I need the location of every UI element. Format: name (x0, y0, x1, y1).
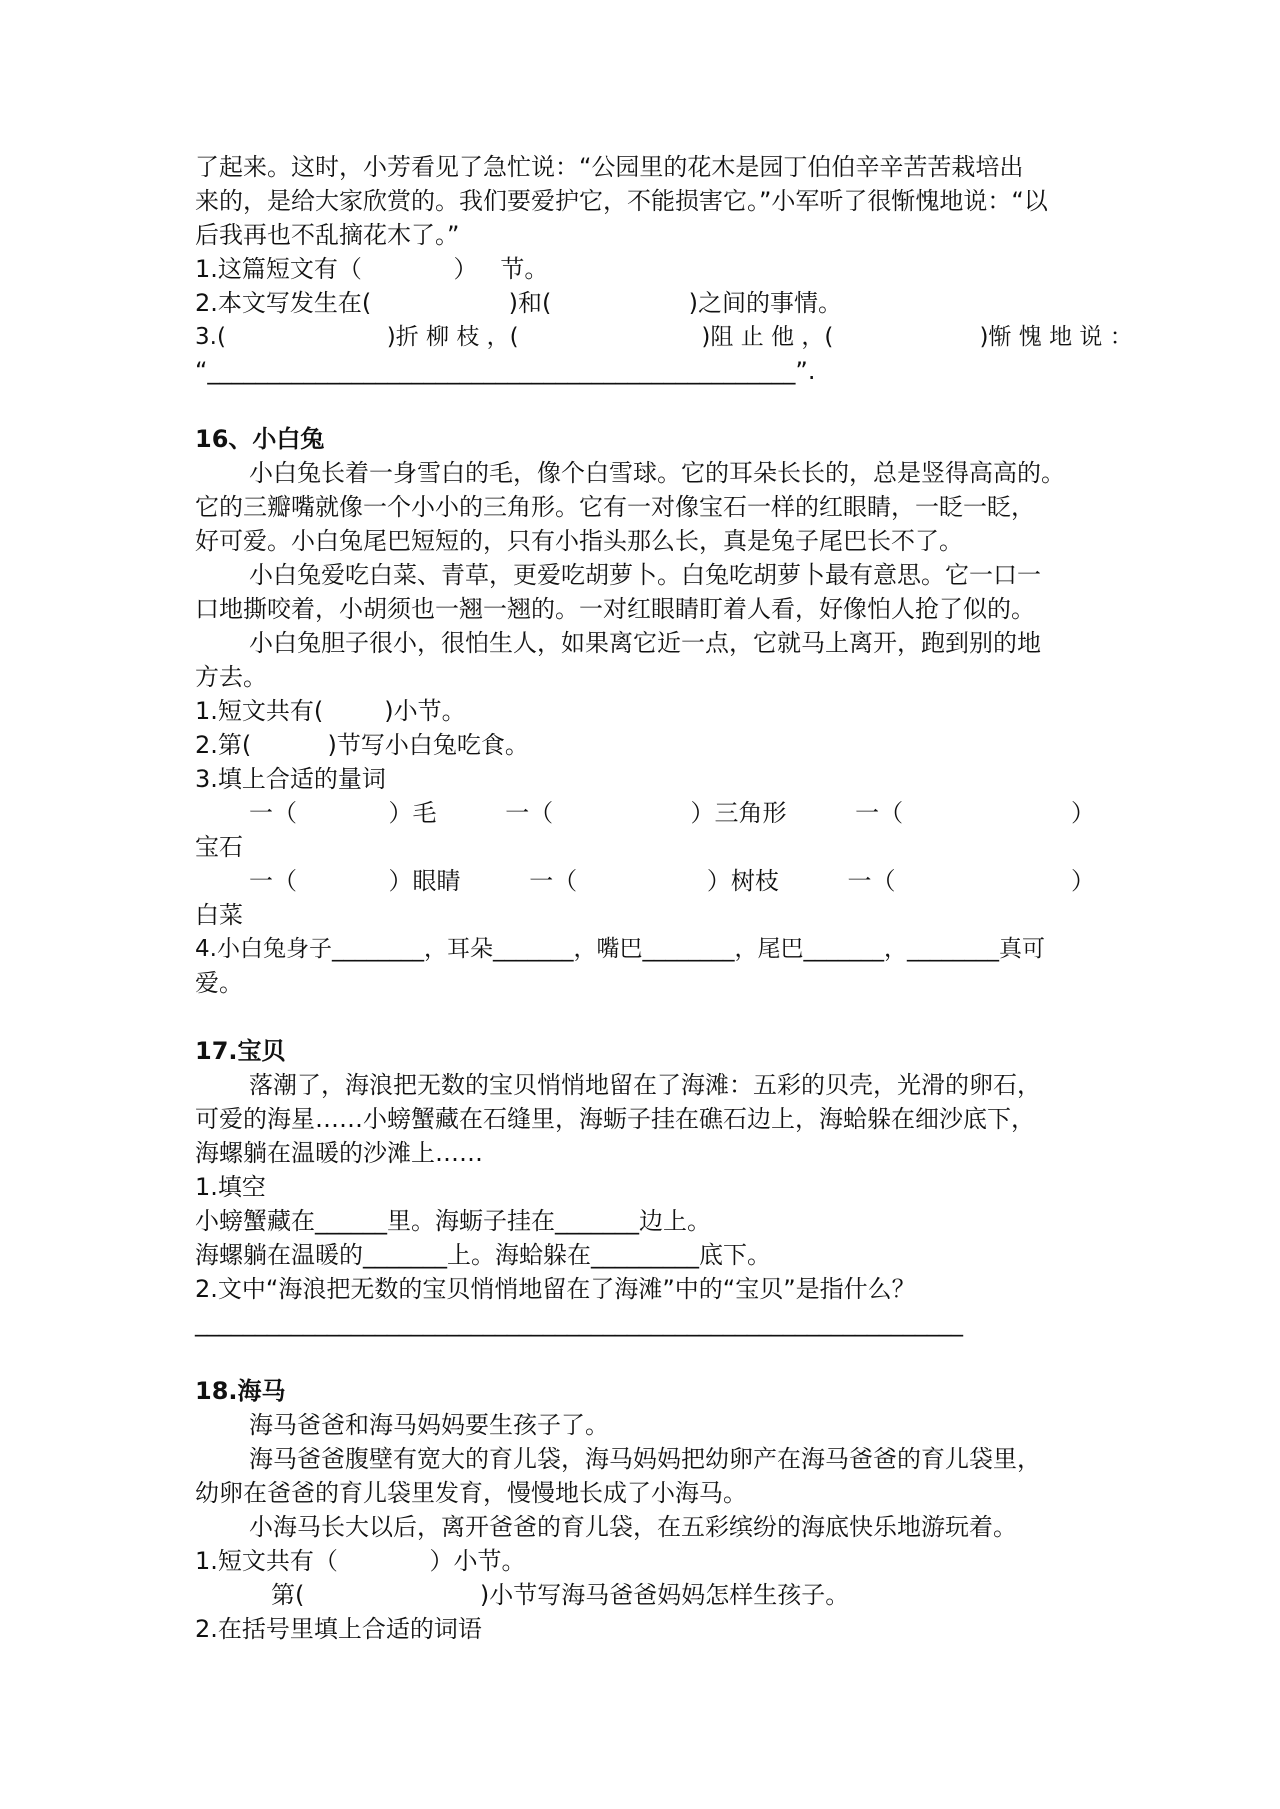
passage-line: 海马爸爸和海马妈妈要生孩子了。 (249, 1411, 609, 1439)
section-16 (195, 422, 1095, 1000)
measure-word-row-2 (195, 864, 1095, 898)
blank-item-wrap: 宝石 (195, 833, 243, 861)
question-2-answer-line: ________________________________________________________________ (195, 1309, 963, 1337)
passage-line: 幼卵在爸爸的育儿袋里发育，慢慢地长成了小海马。 (195, 1479, 747, 1507)
passage-line: 小白兔长着一身雪白的毛，像个白雪球。它的耳朵长长的，总是竖得高高的。 (249, 459, 1065, 487)
passage-line: 小海马长大以后，离开爸爸的育儿袋，在五彩缤纷的海底快乐地游玩着。 (249, 1513, 1017, 1541)
blank-item: 一（ ）树枝 (529, 867, 779, 895)
passage-line: 好可爱。小白兔尾巴短短的，只有小指头那么长，真是兔子尾巴长不了。 (195, 527, 963, 555)
passage-line: 它的三瓣嘴就像一个小小的三角形。它有一对像宝石一样的红眼睛，一眨一眨， (195, 493, 1035, 521)
passage-line: 可爱的海星……小螃蟹藏在石缝里，海蛎子挂在礁石边上，海蛤躲在细沙底下， (195, 1105, 1035, 1133)
passage-line: 口地撕咬着，小胡须也一翘一翘的。一对红眼睛盯着人看，好像怕人抢了似的。 (195, 595, 1035, 623)
fill-blank-line: 海螺躺在温暖的_______上。海蛤躲在_________底下。 (195, 1241, 771, 1269)
blank-item: 一（ ）三角形 (505, 799, 787, 827)
section-15 (195, 150, 1133, 388)
question-2: 2.第( )节写小白兔吃食。 (195, 731, 529, 759)
passage-line: 海螺躺在温暖的沙滩上…… (195, 1139, 483, 1167)
passage-line: 后我再也不乱摘花木了。” (195, 221, 460, 249)
question-3: 3.填上合适的量词 (195, 765, 386, 793)
question-2: 2.本文写发生在( )和( )之间的事情。 (195, 289, 842, 317)
passage-line: 方去。 (195, 663, 267, 691)
blank-item: 一（ ） (847, 867, 1095, 895)
fill-blank-line: 小螃蟹藏在______里。海蛎子挂在_______边上。 (195, 1207, 711, 1235)
question-1-sub: 第( )小节写海马爸爸妈妈怎样生孩子。 (271, 1581, 850, 1609)
question-3: 3.( )折 柳 枝 ，( )阻 止 他 ，( )惭 愧 地 说 ： (195, 324, 1133, 350)
question-1: 1.这篇短文有（ ） 节。 (195, 255, 549, 283)
section-title: 18.海马 (195, 1377, 286, 1405)
blank-item-wrap: 白菜 (195, 901, 243, 929)
question-2: 2.文中“海浪把无数的宝贝悄悄地留在了海滩”中的“宝贝”是指什么？ (195, 1275, 916, 1303)
question-4-wrap: 爱。 (195, 969, 243, 997)
blank-item: 一（ ）毛 (249, 799, 437, 827)
passage-line: 了起来。这时，小芳看见了急忙说：“公园里的花木是园丁伯伯辛辛苦苦栽培出 (195, 153, 1024, 181)
passage-line: 小白兔胆子很小，很怕生人，如果离它近一点，它就马上离开，跑到别的地 (249, 629, 1041, 657)
question-1: 1.填空 (195, 1173, 266, 1201)
section-17 (195, 1034, 1095, 1340)
worksheet-page (195, 150, 1133, 1646)
section-18 (195, 1374, 1095, 1646)
section-title: 17.宝贝 (195, 1037, 286, 1065)
passage-line: 落潮了，海浪把无数的宝贝悄悄地留在了海滩：五彩的贝壳，光滑的卵石， (249, 1071, 1041, 1099)
passage-line: 小白兔爱吃白菜、青草，更爱吃胡萝卜。白兔吃胡萝卜最有意思。它一口一 (249, 561, 1041, 589)
blank-item: 一（ ） (855, 799, 1095, 827)
passage-line: 来的，是给大家欣赏的。我们要爱护它，不能损害它。”小军听了很惭愧地说：“以 (195, 187, 1048, 215)
section-title: 16、小白兔 (195, 425, 325, 453)
measure-word-row-1 (195, 796, 1095, 830)
question-1: 1.短文共有( )小节。 (195, 697, 466, 725)
blank-item: 一（ ）眼睛 (249, 867, 461, 895)
question-1: 1.短文共有（ ）小节。 (195, 1547, 526, 1575)
question-2: 2.在括号里填上合适的词语 (195, 1615, 482, 1643)
question-3-answer-line: “_________________________________________________”. (195, 357, 816, 385)
passage-line: 海马爸爸腹壁有宽大的育儿袋，海马妈妈把幼卵产在海马爸爸的育儿袋里， (249, 1445, 1041, 1473)
question-4: 4.小白兔身子________，耳朵_______，嘴巴________，尾巴_______，________真可 (195, 936, 1045, 962)
